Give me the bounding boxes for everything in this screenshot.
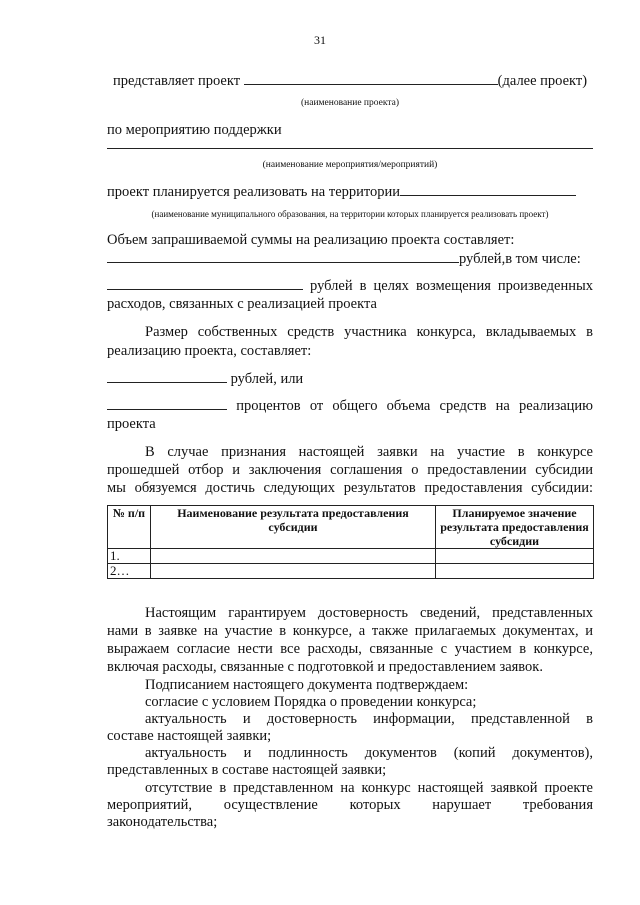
own-funds-line-b: реализацию проекта, составляет: bbox=[107, 343, 312, 359]
results-line-b: прошедшей отбор и заключения соглашения о предоставлении субсидии bbox=[107, 462, 593, 478]
support-activity-line: по мероприятию поддержки bbox=[107, 122, 282, 138]
table-header-row bbox=[108, 506, 594, 549]
own-funds-line-a: Размер собственных средств участника конкурса, вкладываемых в bbox=[145, 324, 593, 340]
amount-line: Объем запрашиваемой суммы на реализацию проекта составляет: bbox=[107, 232, 515, 248]
support-activity-blank[interactable] bbox=[107, 148, 593, 149]
table-row bbox=[108, 564, 594, 579]
own-funds-rubles bbox=[107, 370, 303, 388]
confirm-item-3-line-b: представленных в составе настоящей заявки; bbox=[107, 762, 387, 778]
guarantee-line-d: включая расходы, связанные с подготовкой и предоставлением заявок. bbox=[107, 659, 543, 675]
row-number: 1. bbox=[108, 549, 151, 564]
results-line-c: мы обязуемся достичь следующих результатов предоставления субсидии: bbox=[107, 480, 593, 496]
header-result-name: Наименование результата предоставления субсидии bbox=[151, 506, 436, 549]
row-result-name-cell[interactable] bbox=[151, 549, 436, 564]
confirm-item-2-line-b: составе настоящей заявки; bbox=[107, 728, 272, 744]
percent-blank[interactable] bbox=[107, 397, 227, 410]
project-line bbox=[113, 72, 587, 90]
results-line-a: В случае признания настоящей заявки на участие в конкурсе bbox=[145, 444, 593, 460]
support-activity-caption: (наименование мероприятия/мероприятий) bbox=[262, 160, 438, 170]
guarantee-line-c: выражаем согласие нести все расходы, связанные с участием в конкурсе, bbox=[107, 641, 593, 657]
confirm-item-4-line-b: мероприятий, осуществление которых нарушает требования bbox=[107, 797, 593, 813]
table-row bbox=[108, 549, 594, 564]
row-planned-value-cell[interactable] bbox=[436, 564, 594, 579]
project-line-suffix: (далее проект) bbox=[497, 73, 588, 89]
confirm-item-2-line-a: актуальность и достоверность информации, представленной в bbox=[145, 711, 593, 727]
row-result-name-cell[interactable] bbox=[151, 564, 436, 579]
header-planned-value: Планируемое значение результата предоставления субсидии bbox=[436, 506, 594, 549]
guarantee-line-a: Настоящим гарантируем достоверность сведений, представленных bbox=[145, 605, 593, 621]
project-line-prefix: представляет проект bbox=[113, 73, 241, 89]
amount-value-line bbox=[107, 250, 581, 268]
header-number: № п/п bbox=[108, 506, 151, 549]
amount-blank[interactable] bbox=[107, 250, 459, 263]
guarantee-line-b: нами в заявке на участие в конкурсе, а также прилагаемых документах, и bbox=[107, 623, 593, 639]
confirm-intro: Подписанием настоящего документа подтверждаем: bbox=[145, 677, 469, 693]
percent-text: процентов от общего объема средств на реализацию bbox=[236, 398, 593, 414]
page-number: 31 bbox=[314, 33, 326, 47]
confirm-item-1: согласие с условием Порядка о проведении конкурса; bbox=[145, 694, 477, 710]
reimbursement-line-a bbox=[107, 277, 593, 295]
territory-line bbox=[107, 183, 576, 201]
confirm-item-3-line-a: актуальность и подлинность документов (копий документов), bbox=[145, 745, 593, 761]
project-name-blank[interactable] bbox=[244, 72, 498, 85]
territory-line-text: проект планируется реализовать на территории bbox=[107, 184, 401, 200]
territory-blank[interactable] bbox=[400, 183, 576, 196]
row-planned-value-cell[interactable] bbox=[436, 549, 594, 564]
territory-caption: (наименование муниципального образования, на территории которых планируется реализовать проект) bbox=[151, 209, 549, 219]
confirm-item-4-line-a: отсутствие в представленном на конкурс настоящей заявкой проекте bbox=[145, 780, 593, 796]
rubles-or-text: рублей, или bbox=[230, 371, 304, 387]
row-number: 2… bbox=[108, 564, 151, 579]
amount-suffix: рублей,в том числе: bbox=[459, 251, 581, 267]
reimbursement-blank[interactable] bbox=[107, 277, 303, 290]
percent-line-b: проекта bbox=[107, 416, 156, 432]
results-table bbox=[107, 505, 594, 579]
percent-line-a bbox=[107, 397, 593, 415]
reimbursement-line-b: расходов, связанных с реализацией проекта bbox=[107, 296, 377, 312]
reimbursement-text: рублей в целях возмещения произведенных bbox=[310, 278, 593, 294]
confirm-item-4-line-c: законодательства; bbox=[107, 814, 218, 830]
own-funds-rubles-blank[interactable] bbox=[107, 370, 227, 383]
project-name-caption: (наименование проекта) bbox=[300, 98, 399, 108]
